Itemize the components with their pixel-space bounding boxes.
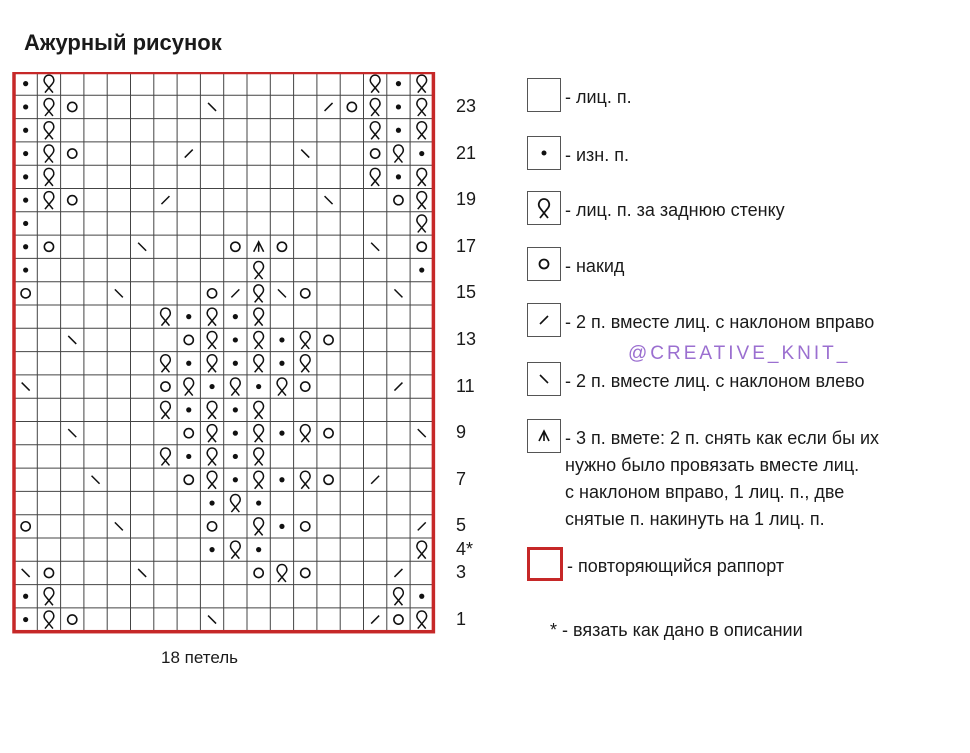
row-number: 23: [456, 95, 477, 116]
twisted-stitch-icon: [184, 378, 194, 396]
left-slant-icon: [115, 522, 123, 530]
row-number: 19: [456, 189, 477, 210]
twisted-stitch-icon: [370, 98, 380, 116]
repeat-box-icon: [527, 547, 563, 581]
twisted-stitch-icon: [417, 215, 427, 233]
left-slant-icon: [115, 289, 123, 297]
twisted-stitch-icon: [254, 331, 264, 349]
left-slant-icon: [138, 569, 146, 577]
left-slant-icon: [68, 429, 76, 437]
left-slant-icon: [208, 616, 216, 624]
left-slant-icon: [301, 150, 309, 158]
twisted-stitch-icon: [207, 448, 217, 466]
blank-square-icon: [527, 78, 561, 112]
dot-icon: [527, 136, 561, 170]
twisted-stitch-icon: [254, 518, 264, 536]
row-number: 13: [456, 328, 477, 349]
chart-title: Ажурный рисунок: [24, 30, 222, 55]
twisted-stitch-icon: [161, 401, 171, 419]
twisted-stitch-icon: [300, 355, 310, 373]
twisted-stitch-icon: [44, 75, 54, 93]
twisted-stitch-icon: [231, 378, 241, 396]
purl-dot-icon: [256, 500, 261, 505]
twisted-stitch-icon: [254, 355, 264, 373]
row-number: 5: [456, 515, 467, 536]
twisted-stitch-icon: [207, 401, 217, 419]
yarn-over-icon: [417, 242, 426, 251]
yarn-over-icon: [301, 289, 310, 298]
twisted-stitch-icon: [417, 541, 427, 559]
purl-dot-icon: [279, 337, 284, 342]
twisted-stitch-icon: [44, 588, 54, 606]
purl-dot-icon: [396, 174, 401, 179]
right-slant-icon: [185, 150, 193, 158]
twisted-stitch-icon: [417, 122, 427, 140]
twisted-stitch-icon: [207, 331, 217, 349]
legend-item-knit: - лиц. п.: [527, 78, 632, 112]
purl-dot-icon: [23, 617, 28, 622]
right-slant-icon: [394, 383, 402, 391]
twisted-stitch-icon: [370, 122, 380, 140]
left-slant-icon: [92, 476, 100, 484]
purl-dot-icon: [419, 151, 424, 156]
purl-dot-icon: [256, 547, 261, 552]
purl-dot-icon: [209, 384, 214, 389]
yarn-over-icon: [277, 242, 286, 251]
twisted-stitch-icon: [417, 192, 427, 210]
yarn-over-icon: [324, 475, 333, 484]
yarn-over-icon: [207, 522, 216, 531]
legend-item-k2tog: - 2 п. вместе лиц. с наклоном вправо: [527, 303, 874, 337]
purl-dot-icon: [23, 198, 28, 203]
yarn-over-icon: [207, 289, 216, 298]
right-slant-icon: [371, 616, 379, 624]
yarn-over-icon: [324, 335, 333, 344]
twisted-stitch-icon: [370, 75, 380, 93]
twisted-stitch-icon: [417, 611, 427, 629]
twisted-stitch-icon: [254, 401, 264, 419]
twisted-stitch-icon: [300, 471, 310, 489]
twisted-stitch-icon: [254, 262, 264, 280]
row-number: 15: [456, 282, 477, 303]
yarn-over-icon: [231, 242, 240, 251]
purl-dot-icon: [23, 104, 28, 109]
twisted-stitch-icon: [370, 168, 380, 186]
stitch-count-label: 18 петель: [161, 648, 238, 667]
purl-dot-icon: [23, 594, 28, 599]
purl-dot-icon: [186, 407, 191, 412]
purl-dot-icon: [233, 314, 238, 319]
twisted-stitch-icon: [277, 378, 287, 396]
left-slant-icon: [371, 243, 379, 251]
twisted-stitch-icon: [394, 588, 404, 606]
left-slant-icon: [418, 429, 426, 437]
purl-dot-icon: [396, 104, 401, 109]
twisted-stitch-icon: [300, 425, 310, 443]
yarn-over-icon: [394, 196, 403, 205]
purl-dot-icon: [209, 500, 214, 505]
purl-dot-icon: [279, 361, 284, 366]
yarn-over-icon: [347, 102, 356, 111]
right-slant-icon: [394, 569, 402, 577]
purl-dot-icon: [396, 128, 401, 133]
yarn-over-icon: [301, 522, 310, 531]
purl-dot-icon: [23, 244, 28, 249]
purl-dot-icon: [186, 361, 191, 366]
twisted-stitch-icon: [44, 98, 54, 116]
yarn-over-icon: [21, 522, 30, 531]
purl-dot-icon: [233, 431, 238, 436]
left-slant-icon: [208, 103, 216, 111]
yarn-over-icon: [324, 429, 333, 438]
right-slant-icon: [418, 522, 426, 530]
twisted-stitch-icon: [161, 308, 171, 326]
purl-dot-icon: [23, 151, 28, 156]
twisted-stitch-icon: [417, 98, 427, 116]
left-slant-icon: [527, 362, 561, 396]
triple-decrease-icon: [527, 419, 561, 453]
purl-dot-icon: [23, 128, 28, 133]
twisted-stitch-icon: [277, 564, 287, 582]
purl-dot-icon: [233, 454, 238, 459]
right-slant-icon: [231, 289, 239, 297]
yarn-over-icon: [68, 102, 77, 111]
purl-dot-icon: [419, 267, 424, 272]
right-slant-icon: [527, 303, 561, 337]
purl-dot-icon: [256, 384, 261, 389]
twisted-stitch-icon: [207, 425, 217, 443]
twisted-stitch-icon: [254, 471, 264, 489]
yarn-over-icon: [44, 242, 53, 251]
purl-dot-icon: [233, 477, 238, 482]
twisted-stitch-icon: [207, 355, 217, 373]
yarn-over-icon: [184, 475, 193, 484]
twisted-stitch-icon: [231, 541, 241, 559]
yarn-over-icon: [68, 615, 77, 624]
legend-item-repeat: - повторяющийся раппорт: [527, 547, 784, 581]
yarn-over-icon: [254, 568, 263, 577]
left-slant-icon: [22, 569, 30, 577]
purl-dot-icon: [23, 221, 28, 226]
left-slant-icon: [138, 243, 146, 251]
row-number: 4*: [456, 538, 474, 559]
row-number: 3: [456, 561, 467, 582]
yarn-over-icon: [394, 615, 403, 624]
row-number: 7: [456, 468, 467, 489]
purl-dot-icon: [396, 81, 401, 86]
left-slant-icon: [278, 289, 286, 297]
purl-dot-icon: [23, 81, 28, 86]
left-slant-icon: [325, 196, 333, 204]
purl-dot-icon: [279, 431, 284, 436]
left-slant-icon: [68, 336, 76, 344]
twisted-stitch-icon: [207, 471, 217, 489]
purl-dot-icon: [233, 407, 238, 412]
yarn-over-icon: [68, 149, 77, 158]
twisted-stitch-icon: [300, 331, 310, 349]
left-slant-icon: [22, 383, 30, 391]
yarn-over-icon: [184, 429, 193, 438]
twisted-stitch-icon: [254, 285, 264, 303]
purl-dot-icon: [186, 454, 191, 459]
purl-dot-icon: [279, 524, 284, 529]
twisted-stitch-icon: [231, 495, 241, 513]
row-number: 21: [456, 142, 477, 163]
circle-icon: [527, 247, 561, 281]
legend-item-yarn-over: - накид: [527, 247, 624, 281]
yarn-over-icon: [21, 289, 30, 298]
twisted-stitch-icon: [254, 308, 264, 326]
yarn-over-icon: [371, 149, 380, 158]
yarn-over-icon: [44, 568, 53, 577]
twisted-stitch-icon: [527, 191, 561, 225]
legend-item-purl: - изн. п.: [527, 136, 629, 170]
row-number: 9: [456, 422, 467, 443]
purl-dot-icon: [209, 547, 214, 552]
yarn-over-icon: [301, 382, 310, 391]
yarn-over-icon: [68, 196, 77, 205]
knitting-chart: [12, 72, 437, 634]
purl-dot-icon: [233, 337, 238, 342]
twisted-stitch-icon: [44, 145, 54, 163]
twisted-stitch-icon: [161, 355, 171, 373]
legend-item-sk2p: - 3 п. вмете: 2 п. снять как если бы их нужно было провязать вместе лиц. с наклоном вправо, 1 лиц. п., две снятые п. накинуть на 1 лиц. п.: [527, 419, 879, 533]
purl-dot-icon: [23, 174, 28, 179]
twisted-stitch-icon: [254, 448, 264, 466]
footnote: * - вязать как дано в описании: [550, 620, 803, 640]
right-slant-icon: [161, 196, 169, 204]
twisted-stitch-icon: [254, 425, 264, 443]
triple-decrease-icon: [254, 242, 264, 252]
yarn-over-icon: [161, 382, 170, 391]
twisted-stitch-icon: [44, 168, 54, 186]
purl-dot-icon: [23, 267, 28, 272]
row-number: 1: [456, 608, 467, 629]
twisted-stitch-icon: [44, 122, 54, 140]
twisted-stitch-icon: [394, 145, 404, 163]
yarn-over-icon: [184, 335, 193, 344]
purl-dot-icon: [233, 361, 238, 366]
right-slant-icon: [371, 476, 379, 484]
right-slant-icon: [325, 103, 333, 111]
purl-dot-icon: [279, 477, 284, 482]
twisted-stitch-icon: [417, 168, 427, 186]
purl-dot-icon: [419, 594, 424, 599]
twisted-stitch-icon: [417, 75, 427, 93]
twisted-stitch-icon: [161, 448, 171, 466]
twisted-stitch-icon: [207, 308, 217, 326]
legend-item-twisted: - лиц. п. за заднюю стенку: [527, 191, 785, 225]
row-number: 11: [456, 375, 475, 396]
row-number: 17: [456, 235, 477, 256]
watermark: @CREATIVE_KNIT_: [628, 343, 851, 364]
left-slant-icon: [394, 289, 402, 297]
twisted-stitch-icon: [44, 192, 54, 210]
purl-dot-icon: [186, 314, 191, 319]
legend-item-ssk: - 2 п. вместе лиц. с наклоном влево: [527, 362, 865, 396]
twisted-stitch-icon: [44, 611, 54, 629]
yarn-over-icon: [301, 568, 310, 577]
